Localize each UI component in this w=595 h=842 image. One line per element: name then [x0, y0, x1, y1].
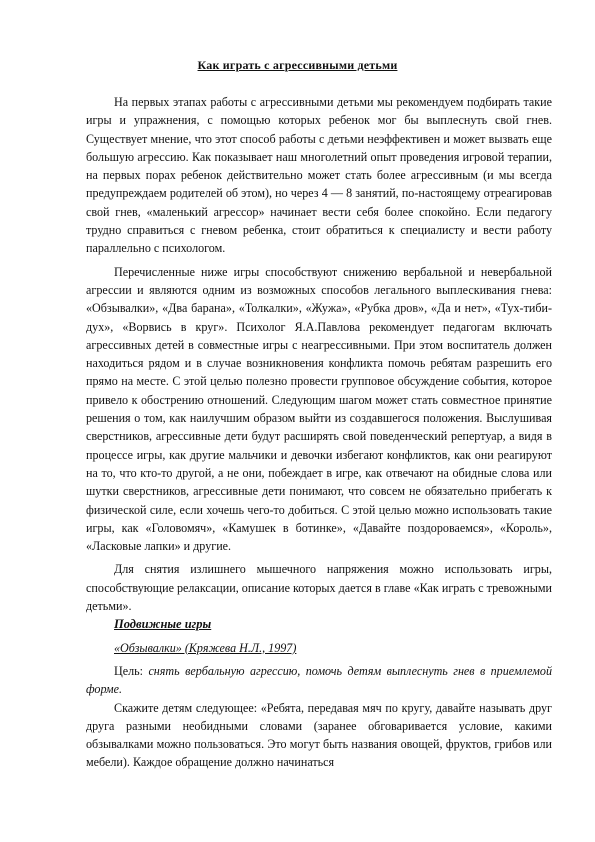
paragraph-intro: На первых этапах работы с агрессивными детьми мы рекомендуем подбирать такие игры и упражнения, с помощью которых ребенок мог бы выплеснуть свой гнев. Существует мнение, что этот способ работы с детьми неэффективен и может вызвать еще большую агрессию. Как показывает наш многолетний опыт проведения игровой терапии, на первых порах ребенок действительно может стать более агрессивным (и мы всегда предупреждаем родителей об этом), но через 4 — 8 занятий, по-настоящему отреагировав свой гнев, «маленький агрессор» начинает вести себя более спокойно. Если педагогу трудно справиться с гневом ребенка, стоит обратиться к специалисту и вести работу параллельно с психологом.: [86, 95, 552, 256]
game-goal: [86, 662, 552, 699]
goal-text: снять вербальную агрессию, помочь детям выплеснуть гнев в приемлемой форме.: [86, 663, 552, 697]
paragraph-games-list: Перечисленные ниже игры способствуют снижению вербальной и невербальной агрессии и являются одним из возможных способов легального выплескивания гнева: «Обзывалки», «Два барана», «Толкалки», «Жужа», «Рубка дров», «Да и нет», «Тух-тиби-дух», «Ворвись в круг». Психолог Я.А.Павлова рекомендует педагогам включать агрессивных детей в совместные игры с неагрессивными. При этом воспитатель должен находиться рядом и в случае возникновения конфликта помочь ребятам разрешить его прямо на месте. С этой целью полезно провести групповое обсуждение события, которое привело к обострению отношений. Следующим шагом может стать совместное принятие решения о том, как наилучшим образом выйти из создавшегося положения. Выслушивая сверстников, агрессивные дети будут расширять свой поведенческий репертуар, а видя в процессе игры, как другие мальчики и девочки избегают конфликтов, как они реагируют на то, что кто-то другой, а не они, побеждает в игре, как отвечают на обидные слова или шутки сверстников, агрессивные дети понимают, что совсем не обязательно прибегать к физической силе, если хочешь чего-то добиться. С этой целью можно использовать такие игры, как «Головомяч», «Камушек в ботинке», «Давайте поздороваемся», «Король», «Ласковые лапки» и другие.: [86, 264, 552, 554]
document-title: Как играть с агрессивными детьми: [197, 58, 398, 72]
paragraph-relaxation: Для снятия излишнего мышечного напряжения можно использовать игры, способствующие релаксации, описание которых дается в главе «Как играть с тревожными детьми».: [86, 562, 552, 614]
game-instruction: Скажите детям следующее: «Ребята, передавая мяч по кругу, давайте называть друг друга разными необидными словами (заранее обговаривается условие, какими обзывалками можно пользоваться. Это могут быть названия овощей, фруктов, грибов или мебели). Каждое обращение должно начинаться: [86, 700, 552, 770]
document-body: [86, 93, 552, 777]
section-heading: Подвижные игры: [114, 617, 212, 632]
game-title-line: [86, 639, 552, 657]
game-title: «Обзывалки» (Кряжева Н.Л., 1997): [114, 640, 297, 655]
goal-label: Цель:: [114, 663, 144, 678]
